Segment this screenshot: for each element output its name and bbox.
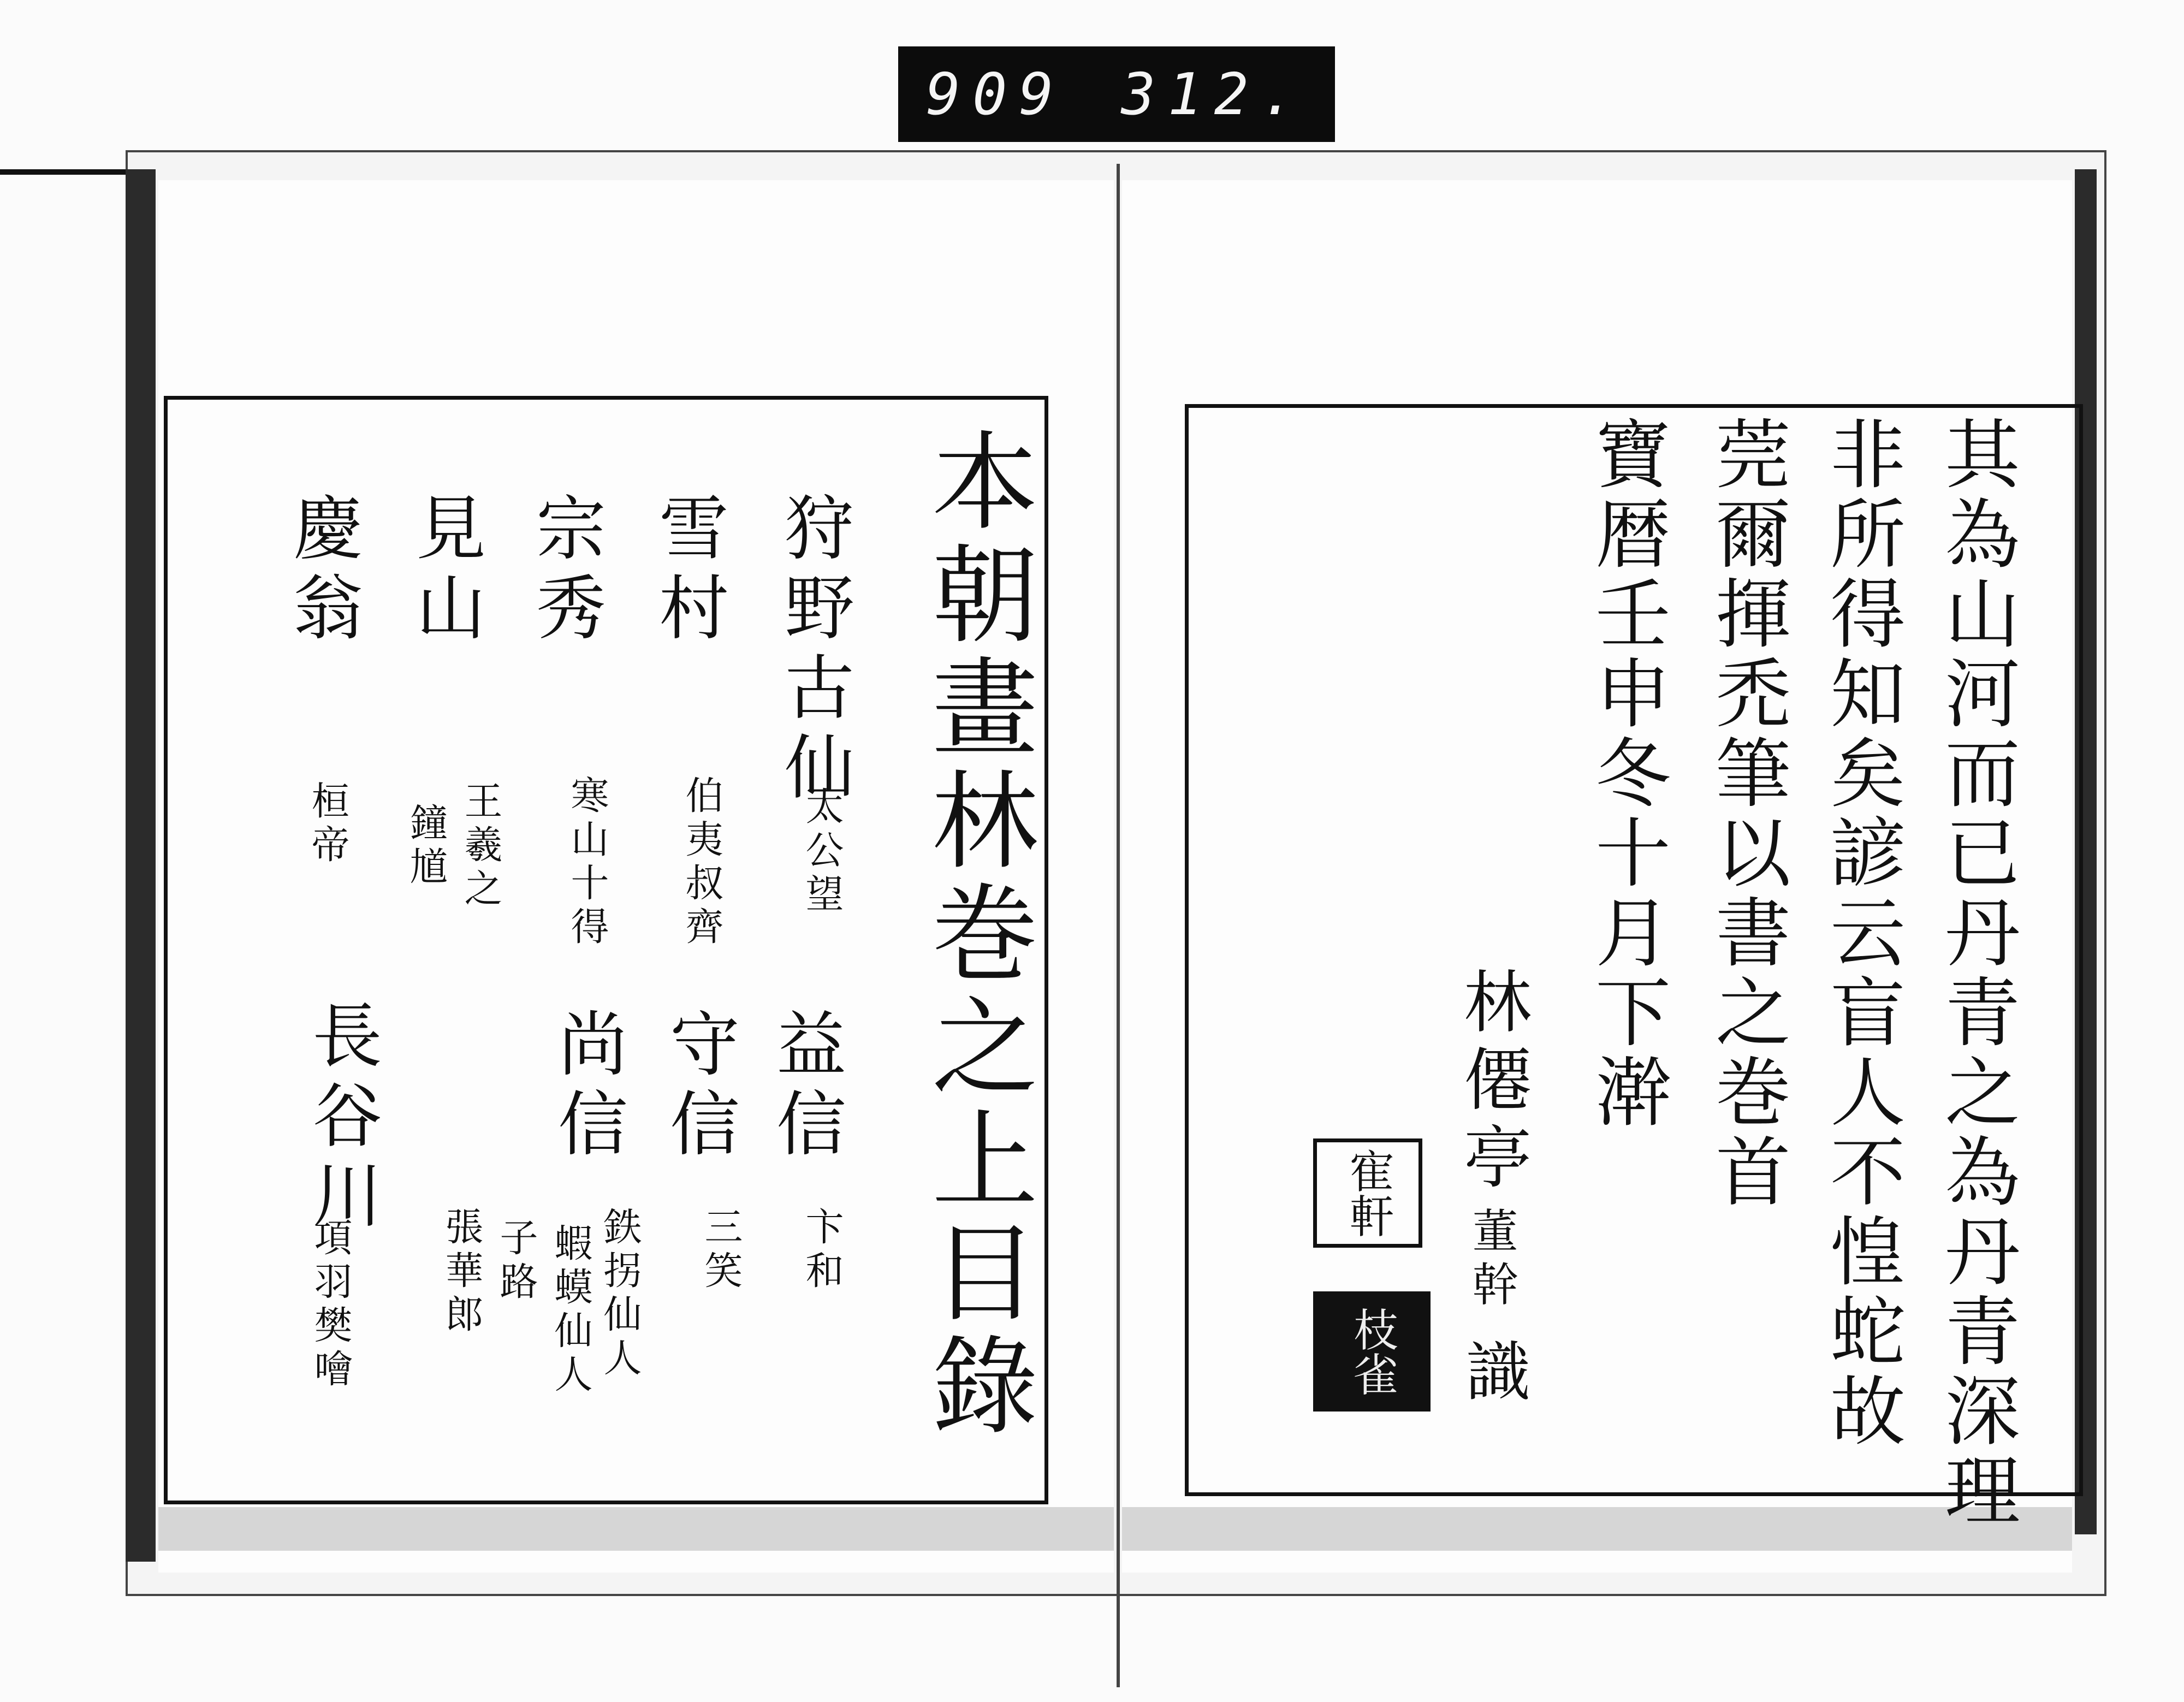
catalog-number-left: 909 — [925, 61, 1066, 128]
toc-entry: 尚信 — [546, 1007, 627, 1167]
toc-subentry: 三笑 — [698, 1207, 743, 1294]
toc-subentry: 鐘馗 — [403, 803, 448, 890]
toc-subentry: 張華郎 — [439, 1207, 484, 1338]
toc-entry: 見山 — [404, 491, 485, 651]
toc-subentry: 蝦蟆仙人 — [548, 1223, 593, 1398]
preface-author-mark: 識 — [1455, 1338, 1530, 1412]
preface-author-name: 董幹 — [1465, 1207, 1518, 1314]
toc-subentry: 鉄拐仙人 — [597, 1207, 642, 1381]
toc-subentry: 桓帝 — [305, 781, 350, 868]
preface-author: 林僊亭 — [1452, 966, 1531, 1199]
toc-entry: 宗秀 — [524, 491, 606, 651]
left-bottom-band — [158, 1507, 1114, 1551]
toc-entry: 益信 — [764, 1007, 846, 1167]
preface-line: 莞爾揮禿筆以書之巻首 — [1703, 415, 1791, 1212]
toc-entry: 長谷川 — [300, 999, 382, 1238]
toc-subentry: 太公望 — [799, 786, 844, 917]
seal-outline: 寉軒 — [1313, 1138, 1422, 1248]
preface-date: 寶暦壬申冬十月下澣 — [1583, 415, 1671, 1132]
right-bottom-band — [1122, 1507, 2072, 1551]
toc-subentry: 子路 — [494, 1218, 538, 1305]
toc-title: 本朝畫林巻之上目錄 — [914, 426, 1038, 1443]
gutter — [1117, 164, 1120, 1687]
toc-subentry: 卞和 — [799, 1207, 844, 1294]
toc-entry: 雪村 — [647, 491, 728, 651]
catalog-label — [898, 46, 1335, 142]
toc-subentry: 項羽樊噲 — [308, 1218, 353, 1392]
preface-line: 非所得知矣諺云盲人不惶蛇故 — [1818, 415, 1906, 1451]
seal-solid: 枝雀 — [1313, 1291, 1431, 1412]
toc-subentry: 王羲之 — [458, 781, 503, 912]
toc-entry: 狩野古仙 — [773, 491, 854, 810]
toc-subentry: 寒山十得 — [565, 775, 609, 950]
preface-line: 其為山河而已丹青之為丹青深理 — [1932, 415, 2020, 1531]
toc-entry: 守信 — [658, 1007, 739, 1167]
book-edge-left — [126, 169, 156, 1562]
catalog-number-right: 312. — [1121, 61, 1308, 128]
toc-entry: 慶翁 — [281, 491, 363, 651]
toc-subentry: 伯夷叔齊 — [679, 775, 724, 950]
